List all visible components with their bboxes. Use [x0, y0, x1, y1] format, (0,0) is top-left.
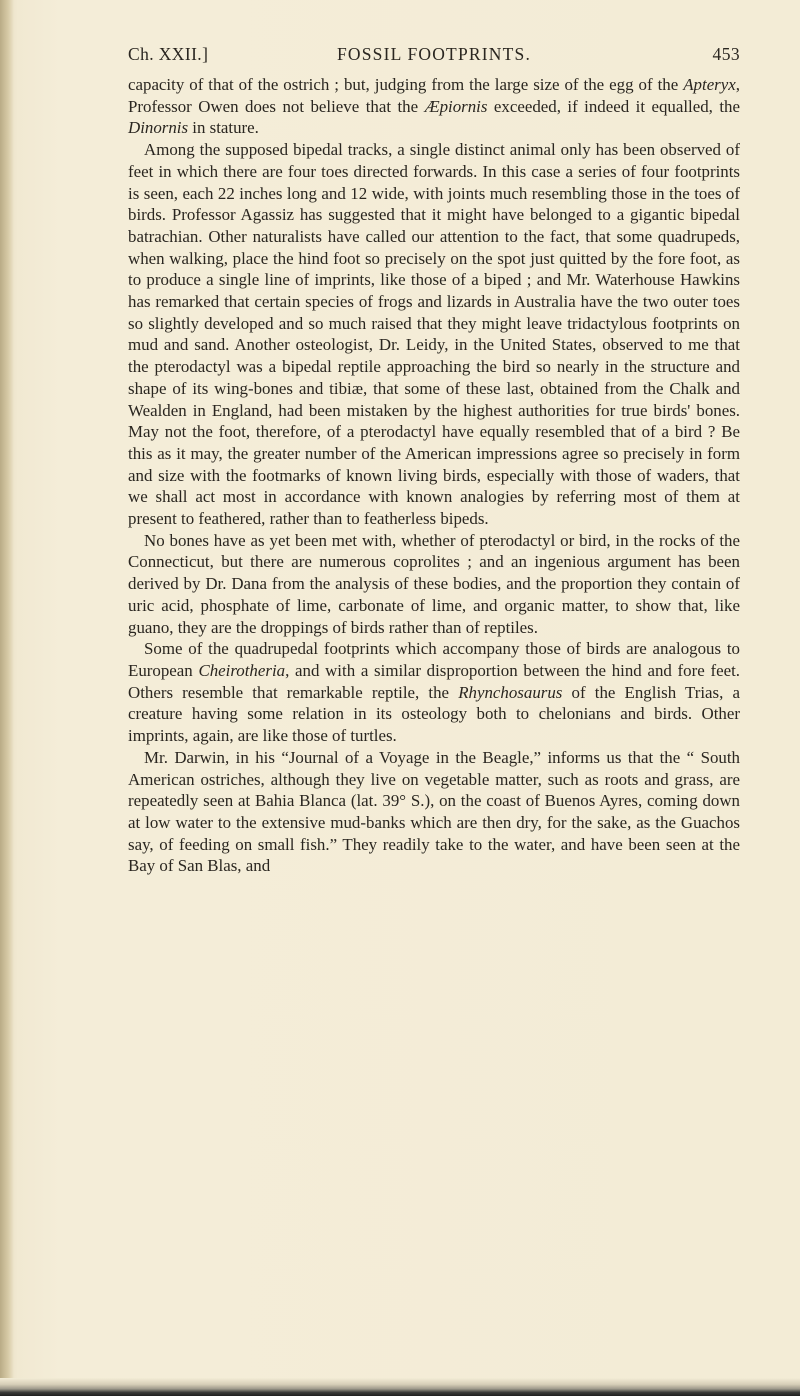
scan-bottom-edge	[0, 1378, 800, 1396]
italic-term: Apteryx	[683, 75, 736, 94]
italic-term: Cheirotheria	[198, 660, 286, 680]
italic-term: Æpiornis	[424, 96, 488, 116]
italic-term: Dinornis	[128, 118, 189, 138]
page-number: 453	[712, 44, 740, 64]
italic-term: Rhynchosaurus	[458, 682, 563, 702]
paragraph	[128, 638, 740, 747]
paragraph	[128, 530, 740, 639]
text-run: exceeded, if indeed it equalled, the	[487, 96, 740, 116]
running-head-chapter: Ch. XXII.]	[128, 44, 209, 64]
text-run: capacity of that of the ostrich ; but, judging from the large size of the egg of the	[128, 75, 684, 94]
text-run: , Professor Owen does not believe that the	[128, 75, 740, 116]
text-run: in stature.	[188, 118, 259, 138]
text-run: No bones have as yet been met with, whether of pterodactyl or bird, in the rocks of the Connecticut, but there are numerous coprolites ; and an ingenious argument has been derived by Dr. Dana from the analysis of these bodies, and the proportion they contain of uric acid, phosphate of lime, carbonate of lime, and organic matter, to show that, like guano, they are the droppings of birds rather than of reptiles.	[128, 530, 740, 637]
page-gutter-shadow	[0, 0, 14, 1396]
text-run: of the English Trias, a creature having some relation in its osteology both to chelonians and birds. Other imprints, again, are like those of turtles.	[128, 682, 740, 746]
paragraph	[128, 747, 740, 877]
running-head	[128, 44, 740, 68]
paragraph	[128, 74, 740, 139]
body-text	[128, 74, 740, 877]
text-run: Mr. Darwin, in his “Journal of a Voyage in the Beagle,” informs us that the “ South American ostriches, although they live on vegetable matter, such as roots and grass, are repeatedly seen at Bahia Blanca (lat. 39° S.), on the coast of Buenos Ayres, coming down at low water to the extensive mud-banks which are then dry, for the sake, as the Guachos say, of feeding on small fish.” They readily take to the water, and have been seen at the Bay of San Blas, and	[128, 747, 740, 876]
paragraph	[128, 139, 740, 530]
text-run: Among the supposed bipedal tracks, a single distinct animal only has been observed of feet in which there are four toes directed forwards. In this case a series of four footprints is seen, each 22 inches long and 12 wide, with joints much resembling those in the toes of birds. Professor Agassiz has suggested that it might have belonged to a gigantic bipedal batrachian. Other naturalists have called our attention to the fact, that some quadrupeds, when walking, place the hind foot so precisely on the spot just quitted by the fore foot, as to produce a single line of imprints, like those of a biped ; and Mr. Waterhouse Hawkins has remarked that certain species of frogs and lizards in Australia have the two outer toes so slightly developed and so much raised that they might leave tridactylous footprints on mud and sand. Another osteologist, Dr. Leidy, in the United States, observed to me that the pterodactyl was a bipedal reptile approaching the bird so nearly in the structure and shape of its wing-bones and tibiæ, that some of these last, obtained from the Chalk and Wealden in England, had been mistaken by the highest authorities for true birds' bones. May not the foot, therefore, of a pterodactyl have equally resembled that of a bird ? Be this as it may, the greater number of the American impressions agree so precisely in form and size with the footmarks of known living birds, especially with those of waders, that we shall act most in accordance with known analogies by referring most of them at present to feathered, rather than to featherless bipeds.	[128, 140, 740, 529]
running-head-title: FOSSIL FOOTPRINTS.	[336, 44, 532, 64]
text-run: Some of the quadrupedal footprints which accompany those of birds are analogous to European	[128, 639, 740, 680]
text-run: , and with a similar disproportion between the hind and fore feet. Others resemble that remarkable reptile, the	[128, 660, 740, 702]
